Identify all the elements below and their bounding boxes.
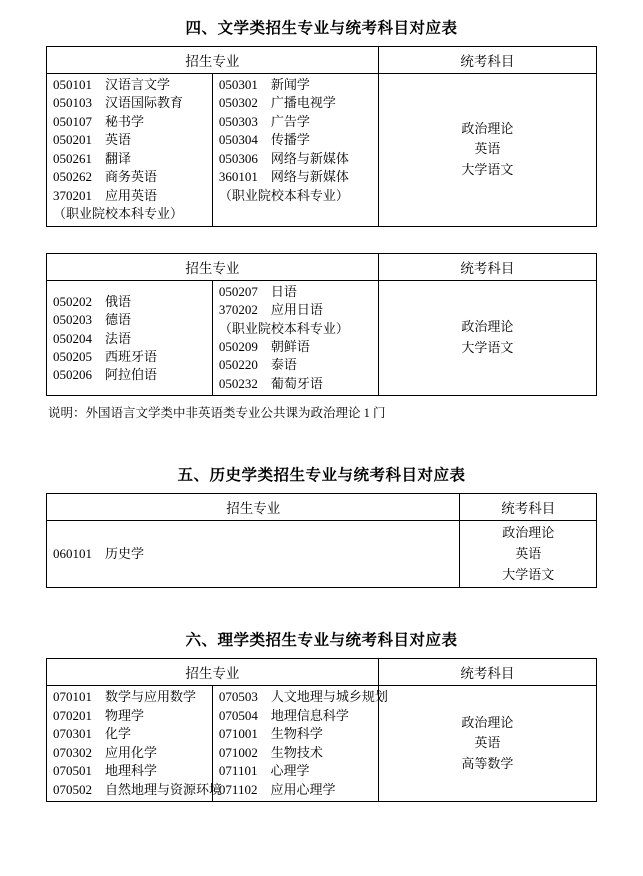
list-item: 050304 传播学 — [218, 132, 310, 148]
list-item: （职业院校本科专业） — [218, 320, 349, 336]
list-item: 360101 网络与新媒体 — [218, 169, 349, 185]
column-header-subjects: 统考科目 — [460, 494, 597, 521]
subjects-cell — [378, 74, 596, 227]
column-header-majors: 招生专业 — [47, 47, 379, 74]
subject-item: 政治理论 — [461, 120, 514, 136]
subject-item: 英语 — [515, 545, 542, 561]
list-item: 070503 人文地理与城乡规划 — [218, 689, 388, 705]
table-literature-2 — [46, 253, 597, 397]
table-row — [47, 74, 597, 227]
list-item: 050201 英语 — [53, 132, 132, 148]
table-header-row — [47, 253, 597, 280]
note-text: 说明：外国语言文学类中非英语类专业公共课为政治理论 1 门 — [48, 406, 386, 421]
table-row — [47, 521, 597, 588]
list-item: 050205 西班牙语 — [53, 348, 158, 364]
column-header-majors: 招生专业 — [47, 494, 460, 521]
list-item: 071001 生物科学 — [218, 726, 323, 742]
list-item: 050232 葡萄牙语 — [218, 375, 323, 391]
subject-item: 政治理论 — [461, 319, 514, 335]
column-header-subjects: 统考科目 — [378, 659, 596, 686]
list-item: 050301 新闻学 — [218, 77, 310, 92]
spacer — [46, 588, 597, 622]
list-item: 070302 应用化学 — [53, 744, 158, 760]
column-header-majors: 招生专业 — [47, 253, 379, 280]
list-item: 070501 地理科学 — [53, 763, 158, 779]
list-item: 050103 汉语国际教育 — [53, 95, 184, 111]
subjects-cell — [460, 521, 597, 588]
section-title-science: 六、理学类招生专业与统考科目对应表 — [185, 631, 458, 650]
list-item: 050306 网络与新媒体 — [218, 150, 349, 166]
spacer — [46, 423, 597, 457]
list-item: 050302 广播电视学 — [218, 95, 336, 111]
list-item: 070504 地理信息科学 — [218, 707, 349, 723]
list-item: 070502 自然地理与资源环境 — [53, 781, 223, 797]
subject-item: 大学语文 — [502, 566, 555, 582]
subject-item: 英语 — [474, 141, 501, 157]
subject-item: 高等数学 — [461, 756, 514, 772]
subjects-cell — [378, 686, 596, 802]
list-item: 050303 广告学 — [218, 113, 310, 129]
list-item: 370201 应用英语 — [53, 187, 158, 203]
column-header-subjects: 统考科目 — [378, 47, 596, 74]
list-item: 071002 生物技术 — [218, 744, 323, 760]
list-item: 370202 应用日语 — [218, 302, 323, 318]
list-item: 050261 翻译 — [53, 150, 132, 166]
spacer — [46, 227, 597, 253]
list-item: 071102 应用心理学 — [218, 781, 336, 797]
column-header-majors: 招生专业 — [47, 659, 379, 686]
subject-item: 大学语文 — [461, 162, 514, 178]
table-header-row — [47, 47, 597, 74]
majors-cell — [47, 521, 460, 588]
list-item: 070201 物理学 — [53, 707, 145, 723]
list-item: 070301 化学 — [53, 726, 132, 742]
table-row — [47, 280, 597, 396]
majors-cell-right — [212, 280, 378, 396]
majors-cell-left — [47, 686, 223, 802]
list-item: 050203 德语 — [53, 312, 132, 328]
list-item: 050220 泰语 — [218, 357, 297, 373]
subjects-cell — [378, 280, 596, 396]
list-item: 071101 心理学 — [218, 763, 310, 779]
table-header-row — [47, 659, 597, 686]
list-item: 050262 商务英语 — [53, 169, 158, 185]
list-item: （职业院校本科专业） — [218, 187, 349, 203]
table-header-row — [47, 494, 597, 521]
subject-item: 大学语文 — [461, 339, 514, 355]
list-item: 050107 秘书学 — [53, 113, 145, 129]
majors-cell-right — [212, 686, 388, 802]
list-item: 050202 俄语 — [53, 293, 132, 309]
table-science — [46, 658, 597, 802]
section-title-literature: 四、文学类招生专业与统考科目对应表 — [185, 19, 458, 37]
subject-item: 政治理论 — [461, 714, 514, 730]
subject-item: 英语 — [474, 735, 501, 751]
majors-cell-left — [47, 74, 213, 227]
table-history — [46, 493, 597, 588]
list-item: 050204 法语 — [53, 330, 132, 346]
section-title-history: 五、历史学类招生专业与统考科目对应表 — [177, 466, 466, 485]
subject-item: 政治理论 — [502, 525, 555, 541]
column-header-subjects: 统考科目 — [378, 253, 596, 280]
list-item: 060101 历史学 — [53, 546, 145, 562]
majors-cell-right — [212, 74, 378, 227]
list-item: 050206 阿拉伯语 — [53, 367, 158, 383]
list-item: 050207 日语 — [218, 283, 297, 299]
list-item: 050101 汉语言文学 — [53, 77, 171, 92]
majors-cell-left — [47, 280, 213, 396]
table-row — [47, 686, 597, 802]
list-item: 070101 数学与应用数学 — [53, 689, 197, 705]
list-item: （职业院校本科专业） — [53, 206, 184, 222]
list-item: 050209 朝鲜语 — [218, 338, 310, 354]
table-literature-1 — [46, 46, 597, 227]
